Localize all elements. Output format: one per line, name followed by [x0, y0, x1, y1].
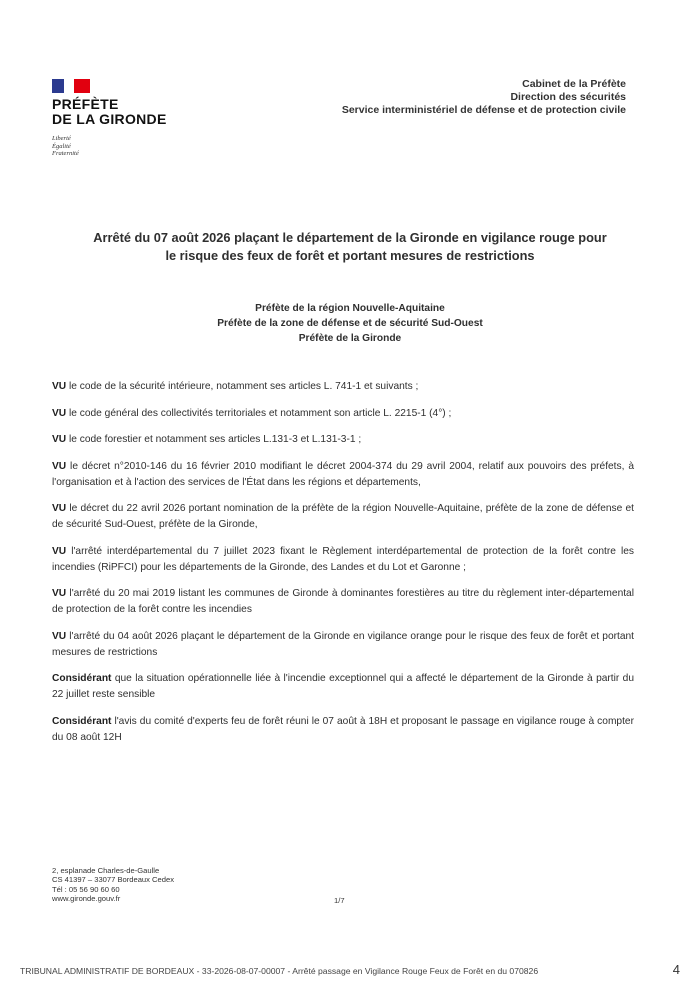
visa-paragraph — [52, 586, 634, 618]
visa-paragraph — [52, 432, 634, 448]
paragraph-text: l'avis du comité d'experts feu de forêt réuni le 07 août à 18H et proposant le passage en vigilance rouge à compter du 08 août 12H — [52, 715, 634, 743]
paragraph-lead: VU — [52, 407, 67, 419]
paragraph-lead: Considérant — [52, 715, 112, 727]
paragraph-text: le code forestier et notamment ses articles L.131-3 et L.131-3-1 ; — [66, 434, 362, 445]
paragraph-text: le décret n°2010-146 du 16 février 2010 modifiant le décret 2004-374 du 29 avril 2004, relatif aux pouvoirs des préfets, à l'organisation et à l'action des services de l'État dans les régions et départements, — [52, 460, 634, 488]
cabinet-line: Cabinet de la Préfète — [522, 78, 626, 90]
paragraph-text: l'arrêté du 04 août 2026 plaçant le département de la Gironde en vigilance orange pour le risque des feux de forêt et portant mesures de restrictions — [52, 630, 634, 658]
considerant-paragraph — [52, 671, 634, 703]
page-number: 1/7 — [334, 896, 345, 905]
address-website: www.gironde.gouv.fr — [52, 894, 121, 904]
prefecture-address — [52, 866, 174, 904]
paragraph-lead: VU — [52, 434, 67, 445]
motto-fraternite: Fraternité — [52, 150, 79, 157]
paragraph-text: le code de la sécurité intérieure, notamment ses articles L. 741-1 et suivants ; — [66, 381, 419, 392]
paragraph-lead: VU — [52, 381, 67, 392]
paragraph-lead: VU — [52, 460, 67, 472]
decree-body — [52, 379, 634, 756]
visa-paragraph — [52, 406, 634, 422]
court-page-number: 4 — [672, 962, 680, 977]
french-flag-icon — [52, 79, 90, 93]
service-line: Service interministériel de défense et de protection civile — [341, 104, 626, 116]
issuing-authority — [40, 301, 660, 346]
address-postal: CS 41397 – 33077 Bordeaux Cedex — [52, 875, 175, 885]
motto-egalite: Égalité — [52, 142, 71, 150]
authority-line: Préfète de la région Nouvelle-Aquitaine — [255, 303, 445, 314]
document-title — [40, 229, 660, 265]
direction-line: Direction des sécurités — [510, 91, 626, 103]
visa-paragraph — [52, 459, 634, 491]
paragraph-lead: Considérant — [52, 673, 112, 684]
prefecture-logo — [52, 79, 212, 158]
logo-title-line2: DE LA GIRONDE — [52, 111, 167, 127]
address-phone: Tél : 05 56 90 60 60 — [52, 884, 120, 894]
court-reference: TRIBUNAL ADMINISTRATIF DE BORDEAUX - 33-2026-08-07-00007 - Arrêté passage en Vigilance Rouge Feux de Forêt en du 070826 — [20, 966, 539, 976]
address-street: 2, esplanade Charles-de-Gaulle — [52, 866, 160, 875]
title-line1: Arrêté du 07 août 2026 plaçant le département de la Gironde en vigilance rouge pour — [93, 230, 607, 245]
logo-title-line1: PRÉFÈTE — [52, 96, 119, 112]
paragraph-text: le décret du 22 avril 2026 portant nomination de la préfète de la région Nouvelle-Aquitaine, préfète de la zone de défense et de sécurité Sud-Ouest, préfète de la Gironde, — [52, 503, 634, 530]
paragraph-lead: VU — [52, 545, 67, 557]
considerant-paragraph — [52, 714, 634, 746]
visa-paragraph — [52, 379, 634, 395]
visa-paragraph — [52, 544, 634, 576]
issuing-office — [342, 78, 626, 117]
paragraph-lead: VU — [52, 588, 67, 599]
visa-paragraph — [52, 501, 634, 533]
title-line2: le risque des feux de forêt et portant mesures de restrictions — [165, 248, 535, 263]
paragraph-text: le code général des collectivités territoriales et notamment son article L. 2215-1 (4°) ; — [66, 407, 452, 419]
republic-motto — [52, 135, 212, 158]
paragraph-text: que la situation opérationnelle liée à l'incendie exceptionnel qui a affecté le département de la Gironde à partir du 22 juillet reste sensible — [52, 673, 634, 700]
paragraph-text: l'arrêté interdépartemental du 7 juillet 2023 fixant le Règlement interdépartemental de protection de la forêt contre les incendies (RiPFCI) pour les départements de la Gironde, des Landes et du Lot et Garonne ; — [52, 545, 634, 573]
authority-line: Préfète de la zone de défense et de sécurité Sud-Ouest — [217, 318, 483, 329]
authority-line: Préfète de la Gironde — [298, 333, 402, 344]
paragraph-lead: VU — [52, 630, 67, 642]
paragraph-text: l'arrêté du 20 mai 2019 listant les communes de Gironde à dominantes forestières au titre du règlement inter-départemental de protection de la forêt contre les incendies — [52, 588, 634, 615]
logo-title — [52, 97, 212, 127]
visa-paragraph — [52, 629, 634, 661]
paragraph-lead: VU — [52, 503, 67, 514]
motto-liberte: Liberté — [52, 135, 71, 142]
